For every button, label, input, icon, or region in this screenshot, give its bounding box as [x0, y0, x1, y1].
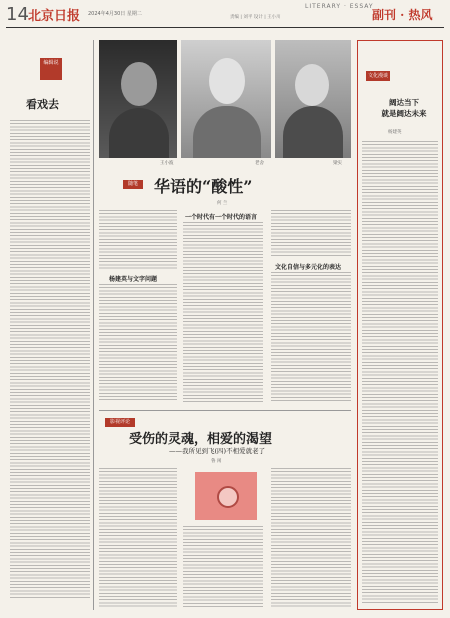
right-author: 杨建英 [388, 130, 402, 135]
main-article [99, 172, 351, 404]
book-cover-image [195, 472, 257, 520]
left-text-block [10, 120, 90, 600]
portrait-body [109, 108, 169, 158]
lower-article [99, 414, 351, 610]
main-author: 何 兰 [217, 201, 228, 206]
lower-author: 鲁 闲 [211, 459, 222, 464]
page-number: 14 [6, 4, 29, 25]
paper-name: 北京日报 [28, 9, 81, 24]
date-text: 2024年4月30日 星期二 [88, 11, 142, 17]
section-en: LITERARY · ESSAY [305, 3, 374, 10]
lower-col2-text [183, 526, 263, 608]
main-col1-text [99, 210, 177, 270]
photo-portrait-1 [99, 40, 177, 158]
main-subhead-3: 文化自信与多元化的表达 [275, 264, 342, 271]
portrait-head [209, 58, 245, 104]
cover-flower [217, 486, 239, 508]
main-subhead-2: 杨建英与文字问题 [109, 276, 158, 283]
lower-col1-text [99, 468, 177, 608]
main-subhead-1: 一个时代有一个时代的语言 [185, 214, 258, 221]
section-divider [99, 410, 351, 411]
section-cn: 副刊 · 热风 [372, 8, 433, 22]
lower-subtitle: ——我所见到飞(四)不相爱就老了 [169, 447, 266, 455]
photo-caption-2: 老舍 [255, 161, 264, 166]
main-col2-text [183, 222, 263, 402]
photo-caption-3: 梁实 [333, 161, 342, 166]
photo-portrait-3 [275, 40, 351, 158]
portrait-head [295, 64, 329, 106]
main-title: 华语的“酸性” [154, 177, 253, 196]
lower-tag: 影视评论 [105, 418, 135, 427]
left-column [10, 40, 90, 610]
right-title: 阔达当下 就是阔达未来 [381, 98, 427, 118]
right-text-block [362, 141, 438, 603]
left-column-divider [93, 40, 94, 610]
right-column-box [357, 40, 443, 610]
editor-line: 责编 | 刘平 设计 | 王小川 [230, 15, 281, 20]
masthead [0, 0, 450, 30]
main-tag: 随笔 [123, 180, 143, 189]
lower-title: 受伤的灵魂，相爱的渴望 [129, 432, 273, 447]
photo-portrait-2 [181, 40, 271, 158]
portrait-head [121, 62, 157, 106]
right-tag: 文化漫谈 [367, 73, 388, 79]
photo-caption-1: 王小波 [160, 161, 174, 166]
portrait-body [193, 106, 261, 158]
main-col3-text [271, 210, 351, 258]
main-col3-text-b [271, 272, 351, 402]
left-tag: 编辑说 [40, 58, 62, 80]
portrait-body [283, 106, 343, 158]
masthead-rule [6, 27, 444, 28]
lower-col3-text [271, 468, 351, 608]
left-title: 看戏去 [26, 98, 59, 111]
main-col1-text-b [99, 284, 177, 402]
